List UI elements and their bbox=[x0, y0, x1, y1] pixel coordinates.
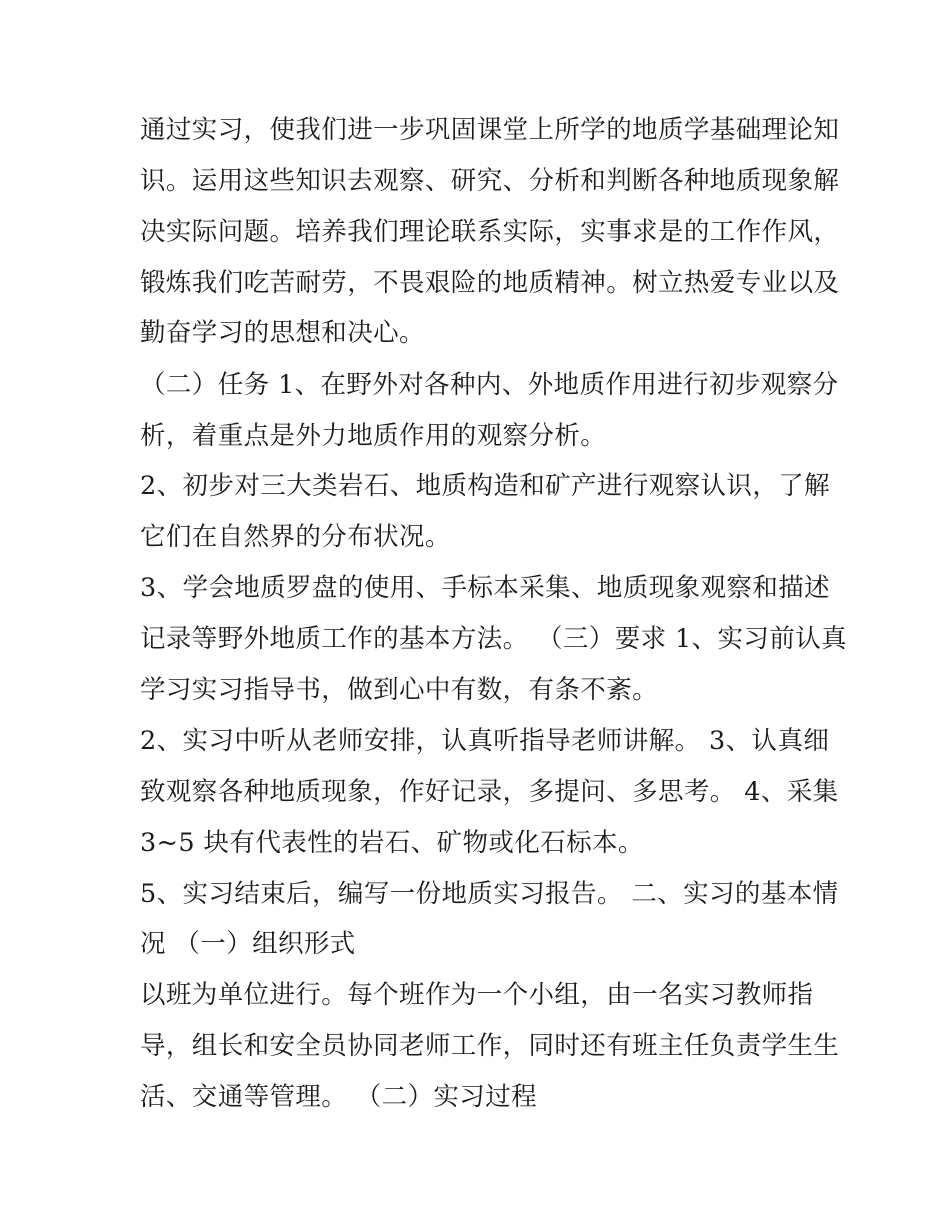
text-line: 识。运用这些知识去观察、研究、分析和判断各种地质现象解 bbox=[140, 166, 840, 196]
text-line: 记录等野外地质工作的基本方法。 （三）要求 1、实习前认真 bbox=[140, 624, 848, 654]
text-line: 锻炼我们吃苦耐劳，不畏艰险的地质精神。树立热爱专业以及 bbox=[140, 268, 840, 298]
text-line: 3~5 块有代表性的岩石、矿物或化石标本。 bbox=[140, 828, 644, 858]
text-line: 5、实习结束后，编写一份地质实习报告。 二、实习的基本情 bbox=[140, 879, 839, 909]
text-line: 通过实习，使我们进一步巩固课堂上所学的地质学基础理论知 bbox=[140, 115, 840, 145]
text-line: 2、实习中听从老师安排，认真听指导老师讲解。 3、认真细 bbox=[140, 726, 830, 756]
text-line: 2、初步对三大类岩石、地质构造和矿产进行观察认识，了解 bbox=[140, 471, 831, 501]
text-line: 致观察各种地质现象，作好记录，多提问、多思考。 4、采集 bbox=[140, 777, 839, 807]
text-line: 析，着重点是外力地质作用的观察分析。 bbox=[140, 421, 607, 451]
text-line: （二）任务 1、在野外对各种内、外地质作用进行初步观察分 bbox=[140, 370, 839, 400]
text-line: 活、交通等管理。 （二）实习过程 bbox=[140, 1082, 538, 1112]
section-heading: 况 （一）组织形式 bbox=[140, 929, 356, 959]
text-line: 学习实习指导书，做到心中有数，有条不紊。 bbox=[140, 675, 659, 705]
text-line: 以班为单位进行。每个班作为一个小组，由一名实习教师指 bbox=[140, 980, 814, 1010]
text-line: 勤奋学习的思想和决心。 bbox=[140, 318, 425, 348]
text-line: 3、学会地质罗盘的使用、手标本采集、地质现象观察和描述 bbox=[140, 573, 831, 603]
text-line: 决实际问题。培养我们理论联系实际，实事求是的工作作风， bbox=[140, 217, 840, 247]
text-line: 它们在自然界的分布状况。 bbox=[140, 522, 451, 552]
text-line: 导，组长和安全员协同老师工作，同时还有班主任负责学生生 bbox=[140, 1031, 840, 1061]
